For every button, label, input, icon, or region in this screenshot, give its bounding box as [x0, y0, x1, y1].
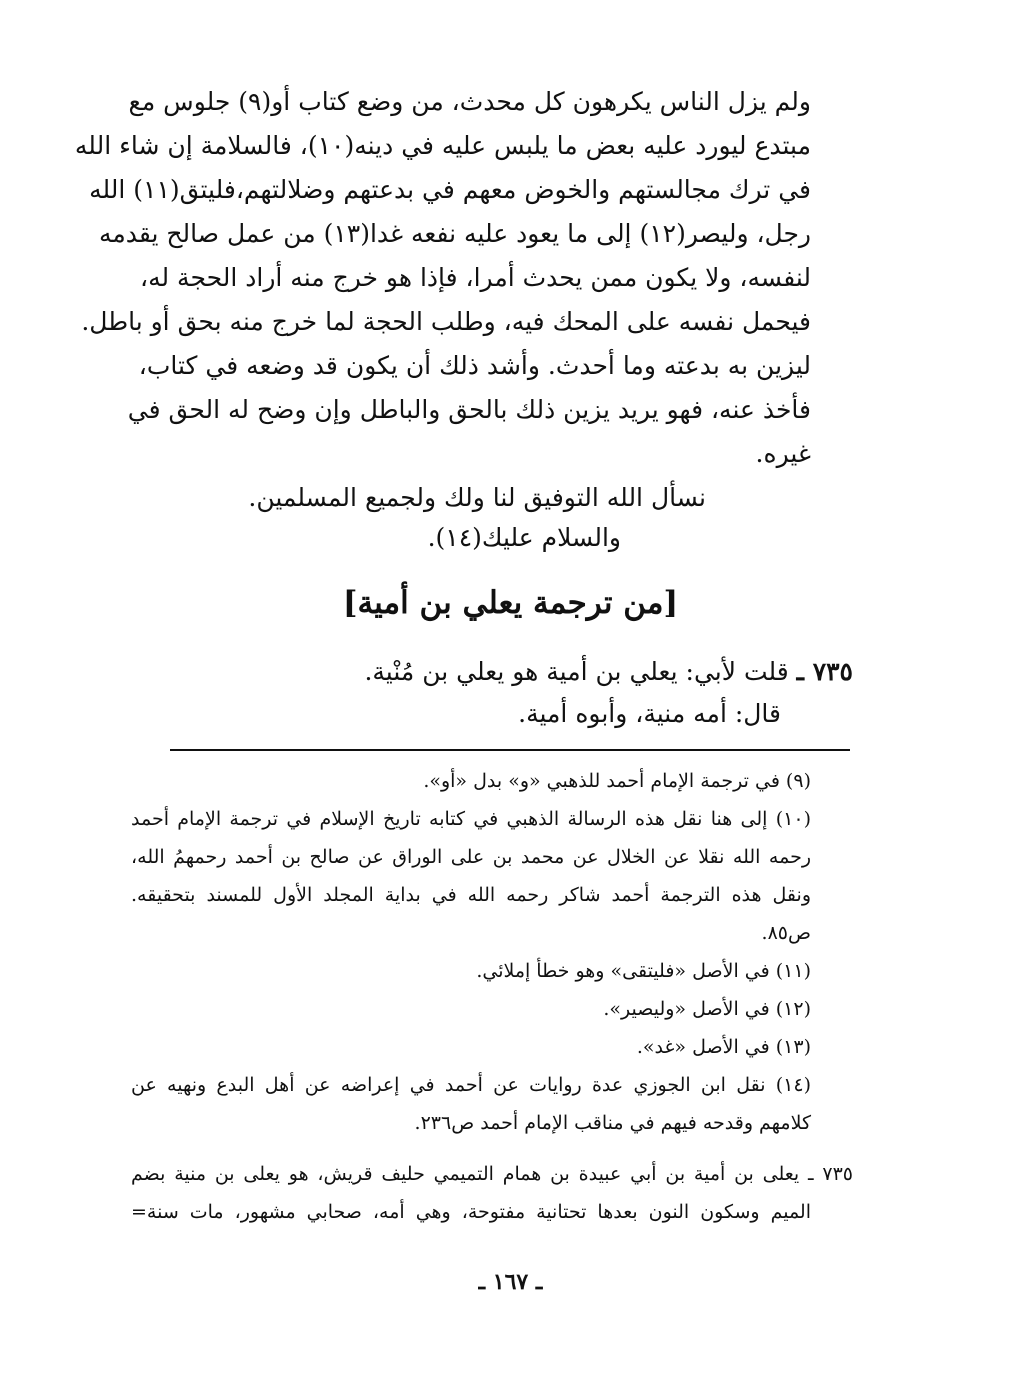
- paragraph-line: غيره.: [755, 439, 811, 468]
- footnote-line: ونقل هذه الترجمة أحمد شاكر رحمه الله في بداية المجلد الأول للمسند بتحقيقه.: [131, 884, 811, 906]
- biography-line: الميم وسكون النون بعدها تحتانية مفتوحة، وهي أمه، صحابي مشهور، مات سنة=: [131, 1201, 811, 1223]
- closing-prayer-line: نسأل الله التوفيق لنا ولك ولجميع المسلمين.: [248, 483, 706, 512]
- footnote-line: (١٠) إلى هنا نقل هذه الرسالة الذهبي في كتابه تاريخ الإسلام في ترجمة الإمام أحمد: [131, 808, 811, 830]
- footnote-line: (١١) في الأصل «فليتقى» وهو خطأ إملائي.: [476, 960, 811, 982]
- main-paragraph: [74, 80, 811, 476]
- paragraph-line: رجل، وليصر(١٢) إلى ما يعود عليه نفعه غدا(١٣) من عمل صالح يقدمه: [98, 219, 811, 248]
- biography-line: ٧٣٥ ـ يعلى بن أمية بن أبي عبيدة بن همام التميمي حليف قريش، هو يعلى بن منية بضم: [131, 1163, 853, 1185]
- paragraph-line: في ترك مجالستهم والخوض معهم في بدعتهم وضلالتهم،فليتق(١١) الله: [89, 175, 811, 204]
- footnote-line: رحمه الله نقلا عن الخلال عن محمد بن على الوراق عن صالح بن أحمد رحمهمُ الله،: [131, 846, 811, 868]
- entry-line-2: قال: أمه منية، وأبوه أمية.: [518, 699, 781, 728]
- paragraph-line: لنفسه، ولا يكون ممن يحدث أمرا، فإذا هو خرج منه أراد الحجة له،: [140, 263, 811, 292]
- entry-line-1: قلت لأبي: يعلي بن أمية هو يعلي بن مُنْية.: [364, 657, 789, 686]
- footnote-line: ص٨٥.: [761, 922, 811, 944]
- closing-salutation-line: والسلام عليك(١٤).: [427, 523, 621, 552]
- paragraph-line: فيحمل نفسه على المحك فيه، وطلب الحجة لما خرج منه بحق أو باطل.: [81, 307, 811, 336]
- footnote-line: (١٤) نقل ابن الجوزي عدة روايات عن أحمد في إعراضه عن أهل البدع ونهيه عن: [131, 1074, 811, 1096]
- paragraph-line: ولم يزل الناس يكرهون كل محدث، من وضع كتاب أو(٩) جلوس مع: [128, 87, 811, 116]
- footnotes: [131, 762, 811, 1142]
- paragraph-line: فأخذ عنه، فهو يريد يزين ذلك بالحق والباطل وإن وضح له الحق في: [127, 395, 811, 424]
- footnote-line: (١٢) في الأصل «وليصير».: [603, 998, 811, 1020]
- entry-number: ٧٣٥ ـ: [796, 657, 853, 686]
- entry-735: [364, 652, 853, 692]
- page-number: ـ ١٦٧ ـ: [478, 1269, 543, 1295]
- section-heading: [من ترجمة يعلي بن أمية]: [342, 585, 679, 621]
- footnote-line: كلامهم وقدحه فيهم في مناقب الإمام أحمد ص٢٣٦.: [414, 1112, 811, 1134]
- footnote-divider: [170, 749, 850, 751]
- paragraph-line: ليزين به بدعته وما أحدث. وأشد ذلك أن يكون قد وضعه في كتاب،: [138, 351, 811, 380]
- biography-note-735: [131, 1155, 853, 1231]
- paragraph-line: مبتدع ليورد عليه بعض ما يلبس عليه في دينه(١٠)، فالسلامة إن شاء الله: [74, 131, 811, 160]
- footnote-line: (١٣) في الأصل «غد».: [636, 1036, 811, 1058]
- footnote-line: (٩) في ترجمة الإمام أحمد للذهبي «و» بدل «أو».: [423, 770, 811, 792]
